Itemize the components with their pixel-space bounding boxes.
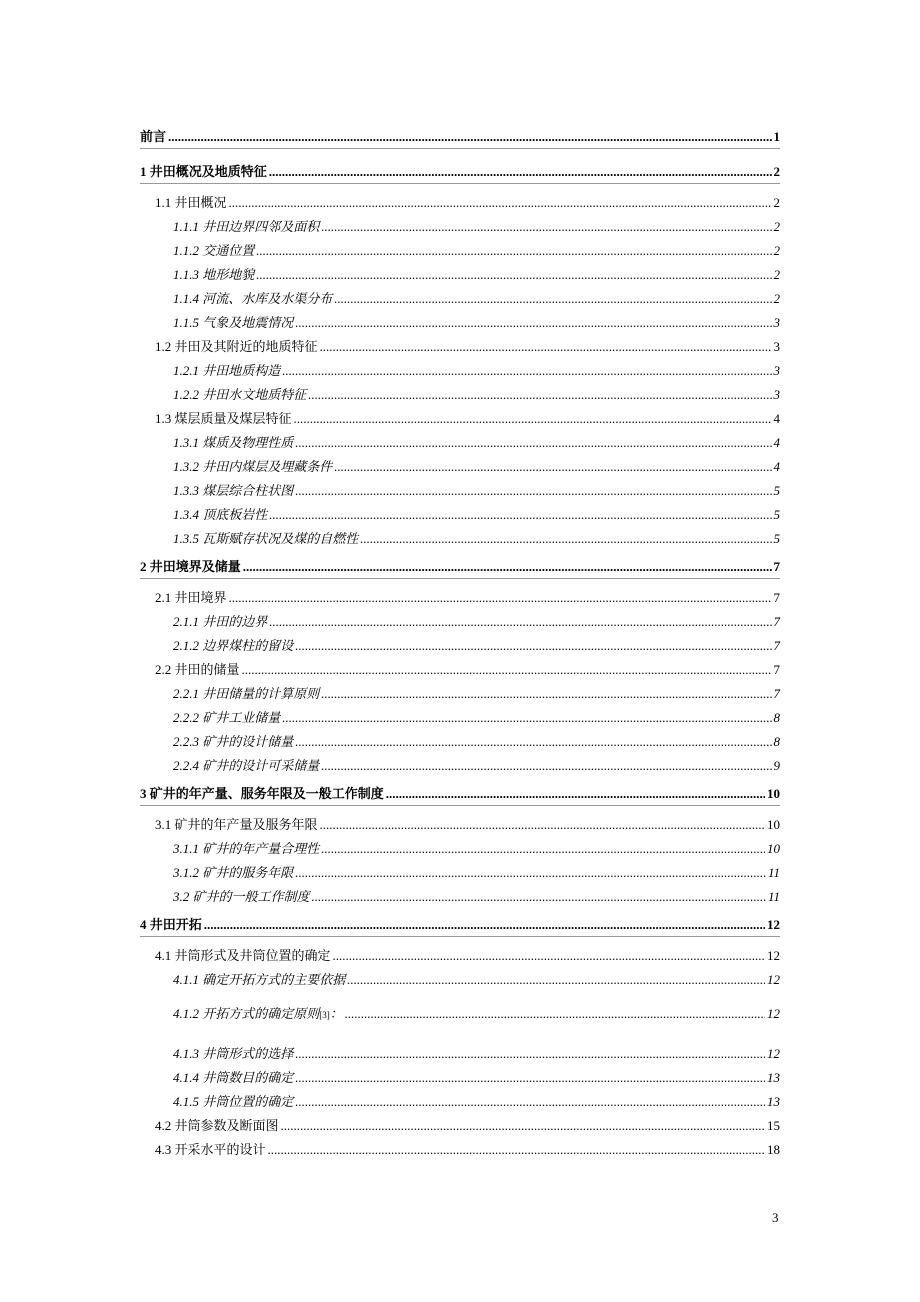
toc-entry-title: 4.2 井筒参数及断面图 — [155, 1118, 279, 1133]
toc-entry-level-2[interactable] — [140, 587, 780, 611]
toc-entry-page: 4 — [773, 411, 780, 426]
toc-entry-level-1[interactable] — [140, 779, 780, 806]
dot-leader — [345, 1006, 765, 1022]
toc-entry-page: 2 — [773, 243, 780, 258]
toc-entry-title: 3 矿井的年产量、服务年限及一般工作制度 — [140, 786, 384, 801]
toc-entry-level-1[interactable] — [140, 122, 780, 149]
toc-entry-page: 18 — [767, 1142, 780, 1157]
toc-entry-title: 1.1.4 河流、水库及水渠分布 — [173, 291, 333, 306]
toc-entry-page: 7 — [773, 638, 780, 653]
toc-entry-title: 2.2.4 矿井的设计可采储量 — [173, 758, 320, 773]
toc-entry-title: 4.1.3 井筒形式的选择 — [173, 1046, 294, 1061]
toc-entry-level-3[interactable] — [140, 886, 780, 910]
toc-entry-page: 1 — [773, 129, 780, 144]
toc-entry-page: 8 — [773, 734, 780, 749]
toc-entry-title: 3.1 矿井的年产量及服务年限 — [155, 817, 318, 832]
dot-leader — [386, 786, 765, 802]
toc-entry-title: 4.1 井筒形式及井筒位置的确定 — [155, 948, 331, 963]
toc-entry-page: 2 — [773, 164, 780, 179]
dot-leader — [229, 590, 772, 606]
dot-leader — [295, 1094, 765, 1110]
dot-leader — [282, 710, 771, 726]
toc-entry-level-3[interactable] — [140, 240, 780, 264]
toc-entry-level-3[interactable] — [140, 1043, 780, 1067]
dot-leader — [334, 291, 771, 307]
toc-entry-title: 4.3 开采水平的设计 — [155, 1142, 266, 1157]
toc-entry-title: 1.3.1 煤质及物理性质 — [173, 435, 294, 450]
toc-entry-level-3[interactable] — [140, 360, 780, 384]
toc-entry-level-3[interactable] — [140, 480, 780, 504]
dot-leader — [269, 507, 771, 523]
toc-entry-title: 4.1.2 开拓方式的确定原则 — [173, 1006, 320, 1021]
toc-entry-level-3[interactable] — [140, 611, 780, 635]
toc-entry-level-3[interactable] — [140, 838, 780, 862]
toc-entry-level-2[interactable] — [140, 814, 780, 838]
dot-leader — [281, 1118, 765, 1134]
toc-entry-level-1[interactable] — [140, 910, 780, 937]
toc-entry-page: 5 — [773, 531, 780, 546]
dot-leader — [334, 459, 771, 475]
toc-entry-page: 3 — [773, 339, 780, 354]
toc-entry-level-2[interactable] — [140, 336, 780, 360]
toc-entry-title: 4.1.4 井筒数目的确定 — [173, 1070, 294, 1085]
dot-leader — [256, 267, 771, 283]
toc-entry-title: 2.1 井田境界 — [155, 590, 227, 605]
toc-entry-page: 12 — [767, 972, 780, 987]
toc-entry-title: 2.2.3 矿井的设计储量 — [173, 734, 294, 749]
toc-entry-title: 1.2 井田及其附近的地质特征 — [155, 339, 318, 354]
dot-leader — [269, 164, 772, 180]
toc-entry-title: 2 井田境界及储量 — [140, 559, 241, 574]
toc-entry-title: 2.2 井田的储量 — [155, 662, 240, 677]
toc-entry-title: 1.3 煤层质量及煤层特征 — [155, 411, 292, 426]
toc-entry-page: 8 — [773, 710, 780, 725]
toc-entry-title: 2.1.1 井田的边界 — [173, 614, 268, 629]
toc-entry-level-2[interactable] — [140, 1115, 780, 1139]
toc-entry-level-3[interactable] — [140, 1067, 780, 1091]
toc-entry-page: 13 — [767, 1070, 780, 1085]
toc-entry-title: 1.1.5 气象及地震情况 — [173, 315, 294, 330]
dot-leader — [312, 889, 766, 905]
toc-entry-page: 4 — [773, 459, 780, 474]
toc-entry-title: 前言 — [140, 129, 167, 144]
toc-entry-page: 2 — [773, 219, 780, 234]
dot-leader — [229, 195, 772, 211]
dot-leader — [295, 638, 771, 654]
toc-entry-page: 12 — [767, 948, 780, 963]
toc-entry-level-2[interactable] — [140, 408, 780, 432]
toc-entry-title: 2.1.2 边界煤柱的留设 — [173, 638, 294, 653]
dot-leader — [295, 1070, 765, 1086]
toc-entry-page: 7 — [773, 662, 780, 677]
toc-entry-title: 1.1 井田概况 — [155, 195, 227, 210]
toc-entry-level-3[interactable] — [140, 264, 780, 288]
toc-entry-page: 12 — [767, 1006, 780, 1021]
toc-entry-title: 1.3.3 煤层综合柱状图 — [173, 483, 294, 498]
toc-entry-level-3[interactable] — [140, 862, 780, 886]
toc-entry-level-3[interactable] — [140, 312, 780, 336]
toc-entry-title: 4 井田开拓 — [140, 917, 202, 932]
toc-entry-level-3[interactable] — [140, 755, 780, 779]
toc-entry-level-2[interactable] — [140, 1139, 780, 1163]
dot-leader — [321, 841, 765, 857]
toc-entry-title: 1.2.1 井田地质构造 — [173, 363, 281, 378]
toc-entry-level-3[interactable] — [140, 216, 780, 240]
toc-entry-page: 7 — [773, 686, 780, 701]
dot-leader — [294, 411, 772, 427]
toc-entry-page: 4 — [773, 435, 780, 450]
toc-entry-page: 10 — [767, 841, 780, 856]
toc-entry-level-3[interactable] — [140, 528, 780, 552]
toc-entry-title: 1.2.2 井田水文地质特征 — [173, 387, 307, 402]
toc-entry-level-3[interactable] — [140, 288, 780, 312]
toc-entry-suffix: ： — [329, 1006, 343, 1021]
toc-entry-page: 2 — [773, 291, 780, 306]
toc-entry-level-3[interactable] — [140, 504, 780, 528]
toc-entry-level-3[interactable] — [140, 384, 780, 408]
toc-entry-page: 9 — [773, 758, 780, 773]
toc-entry-title: 3.1.2 矿井的服务年限 — [173, 865, 294, 880]
toc-entry-level-3[interactable] — [140, 731, 780, 755]
toc-entry-level-2[interactable] — [140, 192, 780, 216]
toc-entry-title: 1.1.1 井田边界四邻及面积 — [173, 219, 320, 234]
toc-entry-page: 3 — [773, 315, 780, 330]
toc-entry-page: 2 — [773, 267, 780, 282]
toc-entry-page: 11 — [767, 865, 780, 880]
toc-entry-level-2[interactable] — [140, 659, 780, 683]
toc-entry-level-3[interactable] — [140, 707, 780, 731]
toc-entry-level-1[interactable] — [140, 552, 780, 579]
toc-entry-page: 13 — [767, 1094, 780, 1109]
dot-leader — [269, 614, 771, 630]
dot-leader — [360, 531, 771, 547]
dot-leader — [295, 865, 766, 881]
toc-entry-level-3[interactable] — [140, 993, 780, 1043]
toc-entry-title: 4.1.5 井筒位置的确定 — [173, 1094, 294, 1109]
toc-entry-level-2[interactable] — [140, 945, 780, 969]
dot-leader — [204, 917, 765, 933]
toc-entry-page: 3 — [773, 387, 780, 402]
toc-entry-title: 1.3.4 顶底板岩性 — [173, 507, 268, 522]
toc-entry-level-3[interactable] — [140, 683, 780, 707]
dot-leader — [321, 686, 771, 702]
toc-entry-level-1[interactable] — [140, 157, 780, 184]
toc-entry-title: 4.1.1 确定开拓方式的主要依据 — [173, 972, 346, 987]
toc-entry-title: 2.2.1 井田储量的计算原则 — [173, 686, 320, 701]
dot-leader — [321, 219, 771, 235]
dot-leader — [320, 817, 765, 833]
toc-entry-level-3[interactable] — [140, 1091, 780, 1115]
toc-entry-level-3[interactable] — [140, 432, 780, 456]
toc-entry-page: 12 — [767, 1046, 780, 1061]
dot-leader — [347, 972, 765, 988]
toc-entry-level-3[interactable] — [140, 635, 780, 659]
dot-leader — [295, 315, 771, 331]
toc-entry-title: 3.2 矿井的一般工作制度 — [173, 889, 310, 904]
toc-entry-title: 3.1.1 矿井的年产量合理性 — [173, 841, 320, 856]
toc-entry-page: 10 — [767, 786, 780, 801]
toc-entry-level-3[interactable] — [140, 456, 780, 480]
toc-entry-page: 7 — [773, 614, 780, 629]
dot-leader — [282, 363, 771, 379]
toc-entry-title: 1.1.3 地形地貌 — [173, 267, 255, 282]
toc-entry-page: 11 — [767, 889, 780, 904]
toc-entry-page: 5 — [773, 507, 780, 522]
toc-entry-page: 7 — [773, 590, 780, 605]
dot-leader — [295, 1046, 765, 1062]
table-of-contents — [140, 122, 780, 1163]
toc-entry-page: 3 — [773, 363, 780, 378]
page-number: 3 — [772, 1210, 779, 1225]
toc-entry-page: 2 — [773, 195, 780, 210]
toc-entry-title: 1 井田概况及地质特征 — [140, 164, 267, 179]
dot-leader — [308, 387, 771, 403]
toc-entry-level-3[interactable] — [140, 969, 780, 993]
toc-entry-page: 5 — [773, 483, 780, 498]
dot-leader — [256, 243, 771, 259]
dot-leader — [321, 758, 771, 774]
toc-entry-page: 7 — [773, 559, 780, 574]
toc-entry-page: 10 — [767, 817, 780, 832]
dot-leader — [333, 948, 765, 964]
toc-entry-page: 15 — [767, 1118, 780, 1133]
toc-entry-title: 2.2.2 矿井工业储量 — [173, 710, 281, 725]
toc-entry-page: 12 — [767, 917, 780, 932]
dot-leader — [268, 1142, 765, 1158]
dot-leader — [295, 734, 771, 750]
toc-entry-title: 1.1.2 交通位置 — [173, 243, 255, 258]
dot-leader — [295, 435, 771, 451]
dot-leader — [320, 339, 772, 355]
dot-leader — [242, 662, 772, 678]
toc-entry-title: 1.3.5 瓦斯赋存状况及煤的自燃性 — [173, 531, 359, 546]
toc-entry-title: 1.3.2 井田内煤层及埋藏条件 — [173, 459, 333, 474]
dot-leader — [243, 559, 772, 575]
dot-leader — [295, 483, 771, 499]
citation-superscript: [3] — [319, 1010, 330, 1020]
dot-leader — [168, 129, 771, 145]
